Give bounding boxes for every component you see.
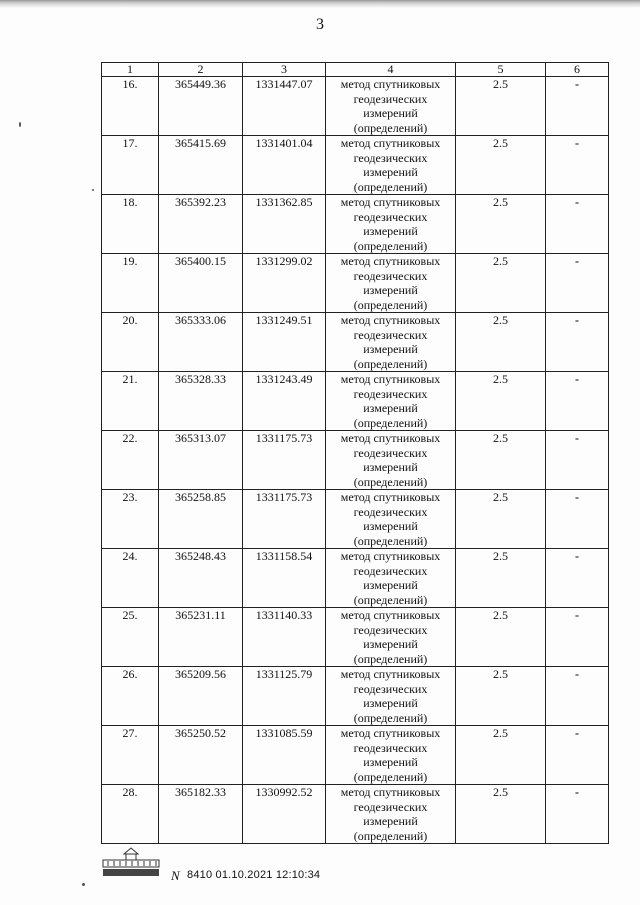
x-coordinate-cell: 365231.11 [159,608,243,667]
scan-speck [19,122,21,127]
method-line: (определений) [353,415,428,430]
table-row [102,608,609,667]
accuracy-cell: 2.5 [456,549,546,608]
note-cell: - [546,785,609,844]
y-coordinate-cell: 1331249.51 [243,313,326,372]
method-line: геодезических [353,799,428,814]
column-header: 3 [243,63,326,77]
point-number-cell: 17. [102,136,159,195]
note-cell: - [546,667,609,726]
method-line: геодезических [353,209,428,224]
method-line: геодезических [353,445,428,460]
point-number-cell: 28. [102,785,159,844]
method-line: (определений) [353,356,428,371]
y-coordinate-cell: 1331243.49 [243,372,326,431]
x-coordinate-cell: 365250.52 [159,726,243,785]
point-number-cell: 18. [102,195,159,254]
accuracy-cell: 2.5 [456,136,546,195]
note-cell: - [546,136,609,195]
method-line: геодезических [353,622,428,637]
method-cell [326,136,456,195]
y-coordinate-cell: 1331447.07 [243,77,326,136]
method-line: измерений [363,106,418,120]
note-cell: - [546,608,609,667]
x-coordinate-cell: 365328.33 [159,372,243,431]
method-line: геодезических [353,386,428,401]
accuracy-cell: 2.5 [456,254,546,313]
accuracy-cell: 2.5 [456,667,546,726]
table-body [102,77,609,844]
method-line: (определений) [353,120,428,135]
method-cell [326,726,456,785]
method-cell [326,195,456,254]
x-coordinate-cell: 365333.06 [159,313,243,372]
method-line: геодезических [353,740,428,755]
accuracy-cell: 2.5 [456,313,546,372]
method-line: метод спутниковых [340,667,441,681]
method-line: метод спутниковых [340,372,441,386]
method-line: геодезических [353,504,428,519]
method-line: измерений [363,224,418,238]
note-cell: - [546,490,609,549]
point-number-cell: 16. [102,77,159,136]
column-header: 1 [102,63,159,77]
table-row [102,667,609,726]
method-line: геодезических [353,91,428,106]
scan-edge [0,0,640,8]
method-line: (определений) [353,592,428,607]
point-number-cell: 19. [102,254,159,313]
point-number-cell: 25. [102,608,159,667]
method-line: измерений [363,401,418,415]
method-cell [326,667,456,726]
method-line: метод спутниковых [340,785,441,799]
column-header: 2 [159,63,243,77]
method-line: (определений) [353,474,428,489]
method-line: (определений) [353,710,428,725]
method-line: геодезических [353,327,428,342]
method-line: измерений [363,696,418,710]
column-header: 6 [546,63,609,77]
method-line: (определений) [353,179,428,194]
note-cell: - [546,254,609,313]
table-row [102,372,609,431]
table-row [102,77,609,136]
x-coordinate-cell: 365415.69 [159,136,243,195]
method-cell [326,549,456,608]
method-cell [326,608,456,667]
y-coordinate-cell: 1331362.85 [243,195,326,254]
accuracy-cell: 2.5 [456,431,546,490]
method-cell [326,785,456,844]
method-line: геодезических [353,150,428,165]
method-cell [326,490,456,549]
accuracy-cell: 2.5 [456,490,546,549]
table-row [102,726,609,785]
y-coordinate-cell: 1331299.02 [243,254,326,313]
y-coordinate-cell: 1331401.04 [243,136,326,195]
x-coordinate-cell: 365400.15 [159,254,243,313]
table-row [102,254,609,313]
method-line: измерений [363,578,418,592]
column-header: 5 [456,63,546,77]
method-line: метод спутниковых [340,549,441,563]
method-line: измерений [363,165,418,179]
method-line: (определений) [353,533,428,548]
signature-mark: N [171,868,180,883]
y-coordinate-cell: 1331085.59 [243,726,326,785]
accuracy-cell: 2.5 [456,785,546,844]
accuracy-cell: 2.5 [456,608,546,667]
y-coordinate-cell: 1331125.79 [243,667,326,726]
column-header: 4 [326,63,456,77]
method-cell [326,77,456,136]
coordinates-table [101,62,609,844]
document-stamp [100,845,360,885]
point-number-cell: 22. [102,431,159,490]
point-number-cell: 24. [102,549,159,608]
x-coordinate-cell: 365313.07 [159,431,243,490]
point-number-cell: 20. [102,313,159,372]
method-line: измерений [363,283,418,297]
method-line: метод спутниковых [340,254,441,268]
page-number: 3 [316,16,324,33]
point-number-cell: 27. [102,726,159,785]
method-line: метод спутниковых [340,136,441,150]
ministry-emblem-icon [100,845,162,881]
method-line: (определений) [353,828,428,843]
method-line: измерений [363,342,418,356]
method-line: (определений) [353,769,428,784]
y-coordinate-cell: 1331140.33 [243,608,326,667]
table-row [102,549,609,608]
method-cell [326,431,456,490]
table-header-row [102,63,609,77]
y-coordinate-cell: 1331175.73 [243,490,326,549]
accuracy-cell: 2.5 [456,726,546,785]
point-number-cell: 21. [102,372,159,431]
table-row [102,785,609,844]
method-line: метод спутниковых [340,608,441,622]
method-line: метод спутниковых [340,490,441,504]
method-line: (определений) [353,297,428,312]
note-cell: - [546,77,609,136]
table-row [102,490,609,549]
table-row [102,195,609,254]
registration-stamp-text: 8410 01.10.2021 12:10:34 [187,869,321,881]
x-coordinate-cell: 365182.33 [159,785,243,844]
method-line: метод спутниковых [340,313,441,327]
table-row [102,431,609,490]
y-coordinate-cell: 1330992.52 [243,785,326,844]
method-line: геодезических [353,681,428,696]
method-line: метод спутниковых [340,195,441,209]
method-cell [326,372,456,431]
y-coordinate-cell: 1331175.73 [243,431,326,490]
table-row [102,136,609,195]
x-coordinate-cell: 365248.43 [159,549,243,608]
method-line: измерений [363,637,418,651]
method-line: метод спутниковых [340,431,441,445]
note-cell: - [546,549,609,608]
point-number-cell: 26. [102,667,159,726]
accuracy-cell: 2.5 [456,195,546,254]
x-coordinate-cell: 365449.36 [159,77,243,136]
method-line: геодезических [353,268,428,283]
method-line: (определений) [353,651,428,666]
x-coordinate-cell: 365392.23 [159,195,243,254]
method-cell [326,254,456,313]
method-line: геодезических [353,563,428,578]
scan-speck [82,883,85,886]
point-number-cell: 23. [102,490,159,549]
method-cell [326,313,456,372]
scan-speck [92,189,94,191]
method-line: измерений [363,814,418,828]
note-cell: - [546,372,609,431]
accuracy-cell: 2.5 [456,372,546,431]
method-line: измерений [363,460,418,474]
x-coordinate-cell: 365209.56 [159,667,243,726]
note-cell: - [546,195,609,254]
note-cell: - [546,313,609,372]
note-cell: - [546,431,609,490]
method-line: измерений [363,755,418,769]
note-cell: - [546,726,609,785]
accuracy-cell: 2.5 [456,77,546,136]
method-line: метод спутниковых [340,77,441,91]
table-row [102,313,609,372]
method-line: метод спутниковых [340,726,441,740]
x-coordinate-cell: 365258.85 [159,490,243,549]
y-coordinate-cell: 1331158.54 [243,549,326,608]
method-line: измерений [363,519,418,533]
method-line: (определений) [353,238,428,253]
